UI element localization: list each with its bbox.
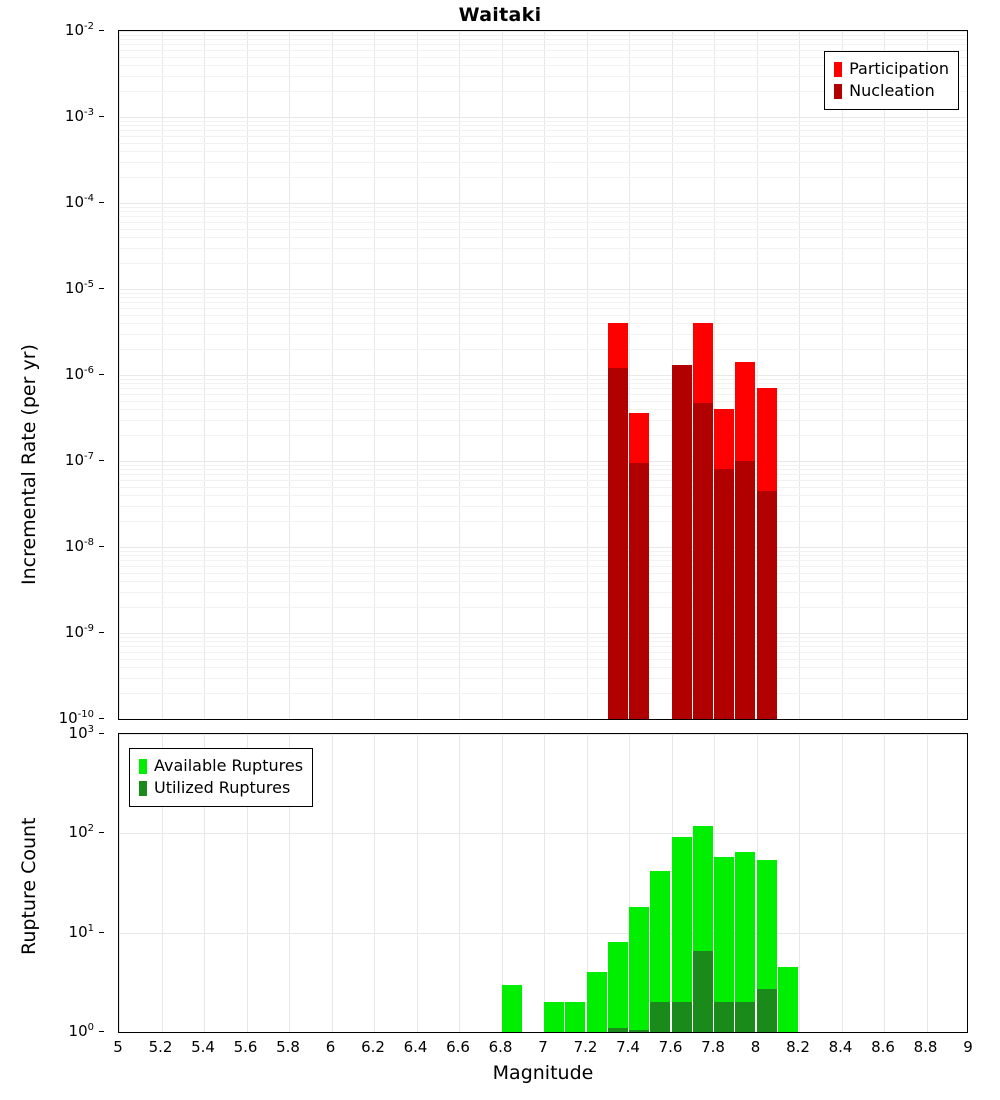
gridline-horizontal-minor <box>119 388 967 389</box>
gridline-horizontal-minor <box>119 297 967 298</box>
gridline-horizontal-minor <box>119 151 967 152</box>
y-tick-label: $10^3$ <box>68 724 94 742</box>
x-tick-label: 7.4 <box>616 1038 640 1056</box>
x-tick-label: 7.8 <box>701 1038 725 1056</box>
legend-item <box>834 58 949 80</box>
gridline-horizontal <box>119 933 967 934</box>
x-tick-label: 6.2 <box>361 1038 385 1056</box>
x-tick-label: 6.4 <box>403 1038 428 1056</box>
gridline-vertical <box>374 734 375 1032</box>
gridline-horizontal-minor <box>119 581 967 582</box>
gridline-horizontal-minor <box>119 162 967 163</box>
bar-nucleation <box>735 461 755 719</box>
y-tick-label: $10^1$ <box>68 922 94 941</box>
gridline-horizontal-minor <box>119 334 967 335</box>
gridline-horizontal-minor <box>119 646 967 647</box>
gridline-horizontal-minor <box>119 659 967 660</box>
y-tick-label: $10^{-6}$ <box>64 365 94 383</box>
x-tick-label: 8.2 <box>786 1038 810 1056</box>
gridline-horizontal-minor <box>119 308 967 309</box>
x-axis-ticks <box>113 1034 973 1060</box>
bar-utilized-ruptures <box>672 1002 692 1032</box>
gridline-horizontal <box>119 734 967 735</box>
gridline-horizontal <box>119 633 967 634</box>
gridline-horizontal-minor <box>119 229 967 230</box>
y-tick-label: $10^{-8}$ <box>64 537 94 555</box>
gridline-horizontal <box>119 461 967 462</box>
gridline-horizontal-minor <box>119 125 967 126</box>
gridline-horizontal <box>119 289 967 290</box>
legend-item-label: Participation <box>849 59 949 78</box>
gridline-horizontal-minor <box>119 121 967 122</box>
gridline-horizontal-minor <box>119 678 967 679</box>
bar-available-ruptures <box>608 942 628 1032</box>
bar-nucleation <box>608 368 628 719</box>
gridline-horizontal-minor <box>119 573 967 574</box>
gridline-horizontal-minor <box>119 693 967 694</box>
gridline-horizontal-minor <box>119 521 967 522</box>
gridline-horizontal <box>119 117 967 118</box>
gridline-horizontal-minor <box>119 420 967 421</box>
y-tick-label: $10^2$ <box>68 823 94 842</box>
legend-item <box>834 80 949 102</box>
x-tick-label: 7.2 <box>573 1038 598 1056</box>
gridline-horizontal-minor <box>119 248 967 249</box>
bar-nucleation <box>629 463 649 719</box>
gridline-horizontal-minor <box>119 401 967 402</box>
x-tick-label: 6.6 <box>446 1038 470 1056</box>
gridline-horizontal-minor <box>119 302 967 303</box>
x-tick-label: 8.4 <box>828 1038 853 1056</box>
gridline-vertical <box>884 734 885 1032</box>
gridline-horizontal-minor <box>119 349 967 350</box>
y-tick-label: $10^{-7}$ <box>64 451 94 469</box>
gridline-horizontal-minor <box>119 211 967 212</box>
y-tick-mark <box>99 288 104 289</box>
x-tick-label: 7.6 <box>658 1038 683 1056</box>
gridline-horizontal-minor <box>119 560 967 561</box>
legend-item-label: Utilized Ruptures <box>154 778 291 797</box>
y-tick-mark <box>99 733 104 734</box>
gridline-horizontal <box>119 833 967 834</box>
gridline-horizontal-minor <box>119 394 967 395</box>
gridline-horizontal-minor <box>119 216 967 217</box>
gridline-horizontal-minor <box>119 379 967 380</box>
gridline-horizontal-minor <box>119 652 967 653</box>
gridline-vertical <box>417 734 418 1032</box>
gridline-horizontal-minor <box>119 409 967 410</box>
gridline-horizontal-minor <box>119 566 967 567</box>
bar-nucleation <box>714 469 734 719</box>
bar-nucleation <box>693 403 713 719</box>
legend-color-swatch <box>834 84 842 99</box>
legend-incremental-rate <box>824 51 959 110</box>
legend-rupture-count <box>129 748 313 807</box>
gridline-horizontal <box>119 547 967 548</box>
gridline-horizontal-minor <box>119 323 967 324</box>
gridline-horizontal-minor <box>119 495 967 496</box>
y-axis-title-bottom: Rupture Count <box>18 817 40 955</box>
gridline-vertical <box>544 734 545 1032</box>
gridline-horizontal-minor <box>119 237 967 238</box>
x-tick-label: 9 <box>963 1038 973 1056</box>
x-tick-label: 8.6 <box>871 1038 895 1056</box>
y-tick-label: $10^{-3}$ <box>64 107 94 125</box>
bar-utilized-ruptures <box>608 1028 628 1032</box>
gridline-vertical <box>459 734 460 1032</box>
gridline-horizontal-minor <box>119 222 967 223</box>
y-tick-label: $10^{-2}$ <box>64 21 94 39</box>
y-tick-label: $10^{-5}$ <box>64 279 94 297</box>
x-tick-label: 6 <box>325 1038 336 1056</box>
gridline-horizontal-minor <box>119 641 967 642</box>
y-tick-label: $10^{-4}$ <box>64 193 94 211</box>
bar-nucleation <box>672 365 692 719</box>
bar-available-ruptures <box>502 985 522 1032</box>
bar-available-ruptures <box>778 967 798 1032</box>
gridline-horizontal-minor <box>119 607 967 608</box>
gridline-horizontal-minor <box>119 506 967 507</box>
gridline-horizontal-minor <box>119 637 967 638</box>
incremental-rate-plot <box>118 30 968 720</box>
gridline-vertical <box>927 734 928 1032</box>
bar-utilized-ruptures <box>714 1002 734 1032</box>
y-tick-mark <box>99 30 104 31</box>
gridline-vertical <box>119 734 120 1032</box>
y-tick-mark <box>99 832 104 833</box>
x-tick-label: 5.4 <box>191 1038 215 1056</box>
x-tick-label: 8 <box>750 1038 761 1056</box>
gridline-vertical <box>332 734 333 1032</box>
gridline-horizontal-minor <box>119 177 967 178</box>
legend-item <box>139 777 303 799</box>
y-tick-mark <box>99 460 104 461</box>
bar-available-ruptures <box>565 1002 585 1032</box>
x-tick-label: 7 <box>538 1038 548 1056</box>
legend-item-label: Nucleation <box>849 81 935 100</box>
y-tick-mark <box>99 374 104 375</box>
gridline-horizontal-minor <box>119 474 967 475</box>
y-tick-label: $10^{-9}$ <box>64 623 94 641</box>
gridline-horizontal-minor <box>119 35 967 36</box>
y-tick-label: $10^{-10}$ <box>58 709 94 727</box>
y-tick-mark <box>99 632 104 633</box>
gridline-horizontal-minor <box>119 39 967 40</box>
gridline-horizontal <box>119 375 967 376</box>
x-tick-label: 5.2 <box>148 1038 173 1056</box>
legend-color-swatch <box>139 781 147 796</box>
gridline-horizontal-minor <box>119 44 967 45</box>
x-axis-title: Magnitude <box>492 1062 594 1084</box>
bar-utilized-ruptures <box>650 1002 670 1032</box>
gridline-horizontal-minor <box>119 480 967 481</box>
bar-utilized-ruptures <box>757 989 777 1032</box>
x-tick-label: 6.8 <box>488 1038 513 1056</box>
bar-available-ruptures <box>629 907 649 1032</box>
y-tick-mark <box>99 116 104 117</box>
gridline-vertical <box>799 734 800 1032</box>
gridline-horizontal-minor <box>119 555 967 556</box>
y-tick-mark <box>99 202 104 203</box>
gridline-horizontal-minor <box>119 315 967 316</box>
x-tick-label: 8.8 <box>913 1038 938 1056</box>
gridline-horizontal-minor <box>119 143 967 144</box>
gridline-horizontal <box>119 1032 967 1033</box>
gridline-horizontal-minor <box>119 263 967 264</box>
y-axis-ticks-bottom <box>0 724 104 1040</box>
gridline-horizontal-minor <box>119 435 967 436</box>
gridline-horizontal-minor <box>119 136 967 137</box>
bar-available-ruptures <box>587 972 607 1032</box>
gridline-horizontal-minor <box>119 207 967 208</box>
gridline-horizontal-minor <box>119 130 967 131</box>
x-tick-label: 5 <box>113 1038 123 1056</box>
y-tick-mark <box>99 718 104 719</box>
x-tick-label: 5.8 <box>276 1038 300 1056</box>
bar-utilized-ruptures <box>735 1002 755 1032</box>
gridline-horizontal <box>119 719 967 720</box>
gridline-horizontal-minor <box>119 592 967 593</box>
y-tick-label: $10^0$ <box>68 1022 94 1040</box>
legend-item <box>139 755 303 777</box>
bar-available-ruptures <box>544 1002 564 1032</box>
rupture-count-plot <box>118 733 968 1033</box>
gridline-horizontal-minor <box>119 487 967 488</box>
y-axis-ticks-top <box>0 21 104 727</box>
y-tick-mark <box>99 1031 104 1032</box>
gridline-vertical <box>842 734 843 1032</box>
gridline-horizontal-minor <box>119 293 967 294</box>
gridline-horizontal <box>119 203 967 204</box>
gridline-horizontal-minor <box>119 551 967 552</box>
gridline-horizontal-minor <box>119 383 967 384</box>
gridline-horizontal-minor <box>119 465 967 466</box>
page-title: Waitaki <box>458 4 542 26</box>
legend-color-swatch <box>834 62 842 77</box>
bar-utilized-ruptures <box>693 951 713 1032</box>
y-tick-mark <box>99 932 104 933</box>
y-axis-title-top: Incremental Rate (per yr) <box>18 344 40 585</box>
gridline-horizontal <box>119 31 967 32</box>
gridline-horizontal-minor <box>119 469 967 470</box>
legend-item-label: Available Ruptures <box>154 756 304 775</box>
legend-color-swatch <box>139 759 147 774</box>
plot-area-top <box>119 31 967 719</box>
x-tick-label: 5.6 <box>233 1038 258 1056</box>
bar-utilized-ruptures <box>629 1030 649 1032</box>
y-tick-mark <box>99 546 104 547</box>
gridline-horizontal-minor <box>119 667 967 668</box>
bar-nucleation <box>757 491 777 719</box>
